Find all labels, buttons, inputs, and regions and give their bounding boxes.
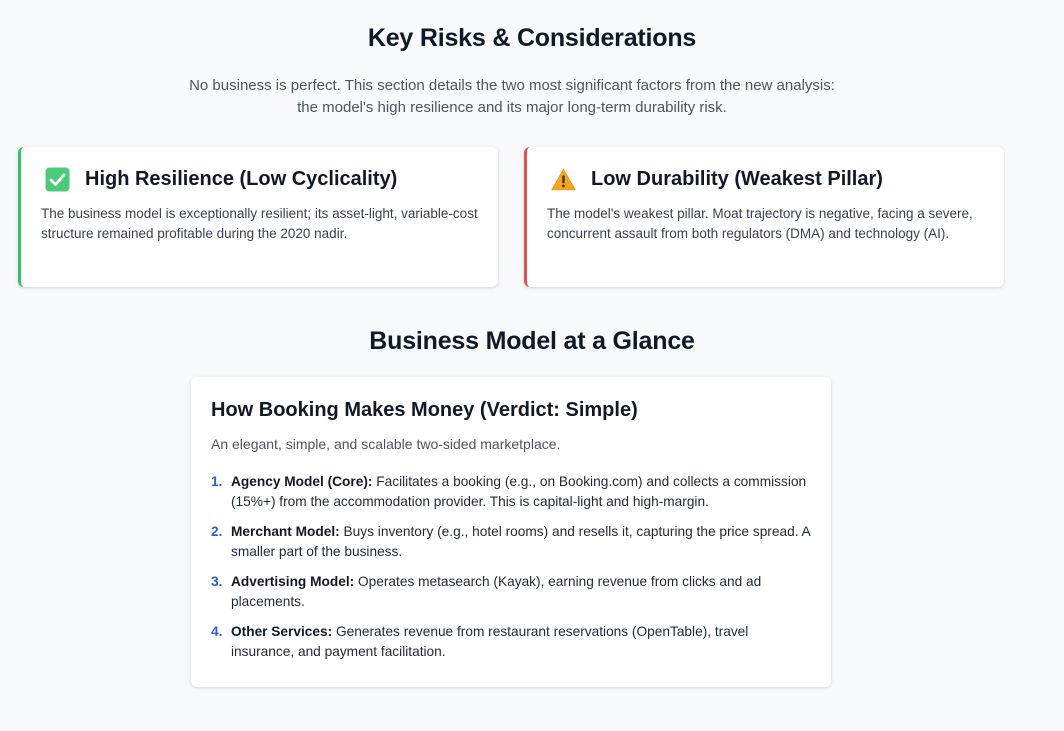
list-item-text: Facilitates a booking (e.g., on Booking.com) and collects a commission (15%+) from the accommodation provider. This is capital-light and high-margin.: [231, 474, 807, 509]
business-model-card-title: How Booking Makes Money (Verdict: Simple): [211, 399, 638, 421]
check-mark-icon: [45, 167, 70, 192]
business-model-section-title: Business Model at a Glance: [369, 327, 695, 355]
list-item-text: Operates metasearch (Kayak), earning revenue from clicks and ad placements.: [231, 574, 762, 609]
resilience-card: [18, 147, 498, 287]
list-item: [211, 472, 811, 512]
durability-card: [524, 147, 1004, 287]
list-item-label: Other Services:: [231, 624, 333, 639]
list-item-number: 1.: [211, 474, 223, 489]
list-item-number: 4.: [211, 624, 223, 639]
list-item-text: Buys inventory (e.g., hotel rooms) and resells it, capturing the price spread. A smaller part of the business.: [231, 524, 810, 559]
resilience-card-description: The business model is exceptionally resilient; its asset-light, variable-cost structure remained profitable during the 2020 nadir.: [41, 206, 478, 241]
revenue-model-list: [211, 472, 811, 662]
list-item-label: Merchant Model:: [231, 524, 340, 539]
risks-section-title: Key Risks & Considerations: [367, 24, 697, 52]
list-item: [211, 572, 811, 612]
warning-icon: [551, 167, 576, 192]
business-model-card: [191, 377, 831, 687]
list-item: [211, 522, 811, 562]
list-item: [211, 622, 811, 662]
resilience-card-title: High Resilience (Low Cyclicality): [85, 168, 398, 190]
risks-intro-text: No business is perfect. This section details the two most significant factors from the new analysis: the model's high resilience and its major long-term durability risk.: [189, 77, 835, 116]
durability-card-title: Low Durability (Weakest Pillar): [591, 168, 883, 190]
list-item-label: Agency Model (Core):: [231, 474, 373, 489]
durability-card-description: The model's weakest pillar. Moat trajectory is negative, facing a severe, concurrent assault from both regulators (DMA) and technology (AI).: [547, 206, 973, 241]
list-item-text: Generates revenue from restaurant reservations (OpenTable), travel insurance, and payment facilitation.: [231, 624, 749, 659]
business-model-subtitle: An elegant, simple, and scalable two-sided marketplace.: [211, 436, 561, 452]
list-item-number: 3.: [211, 574, 223, 589]
list-item-label: Advertising Model:: [231, 574, 355, 589]
list-item-number: 2.: [211, 524, 223, 539]
